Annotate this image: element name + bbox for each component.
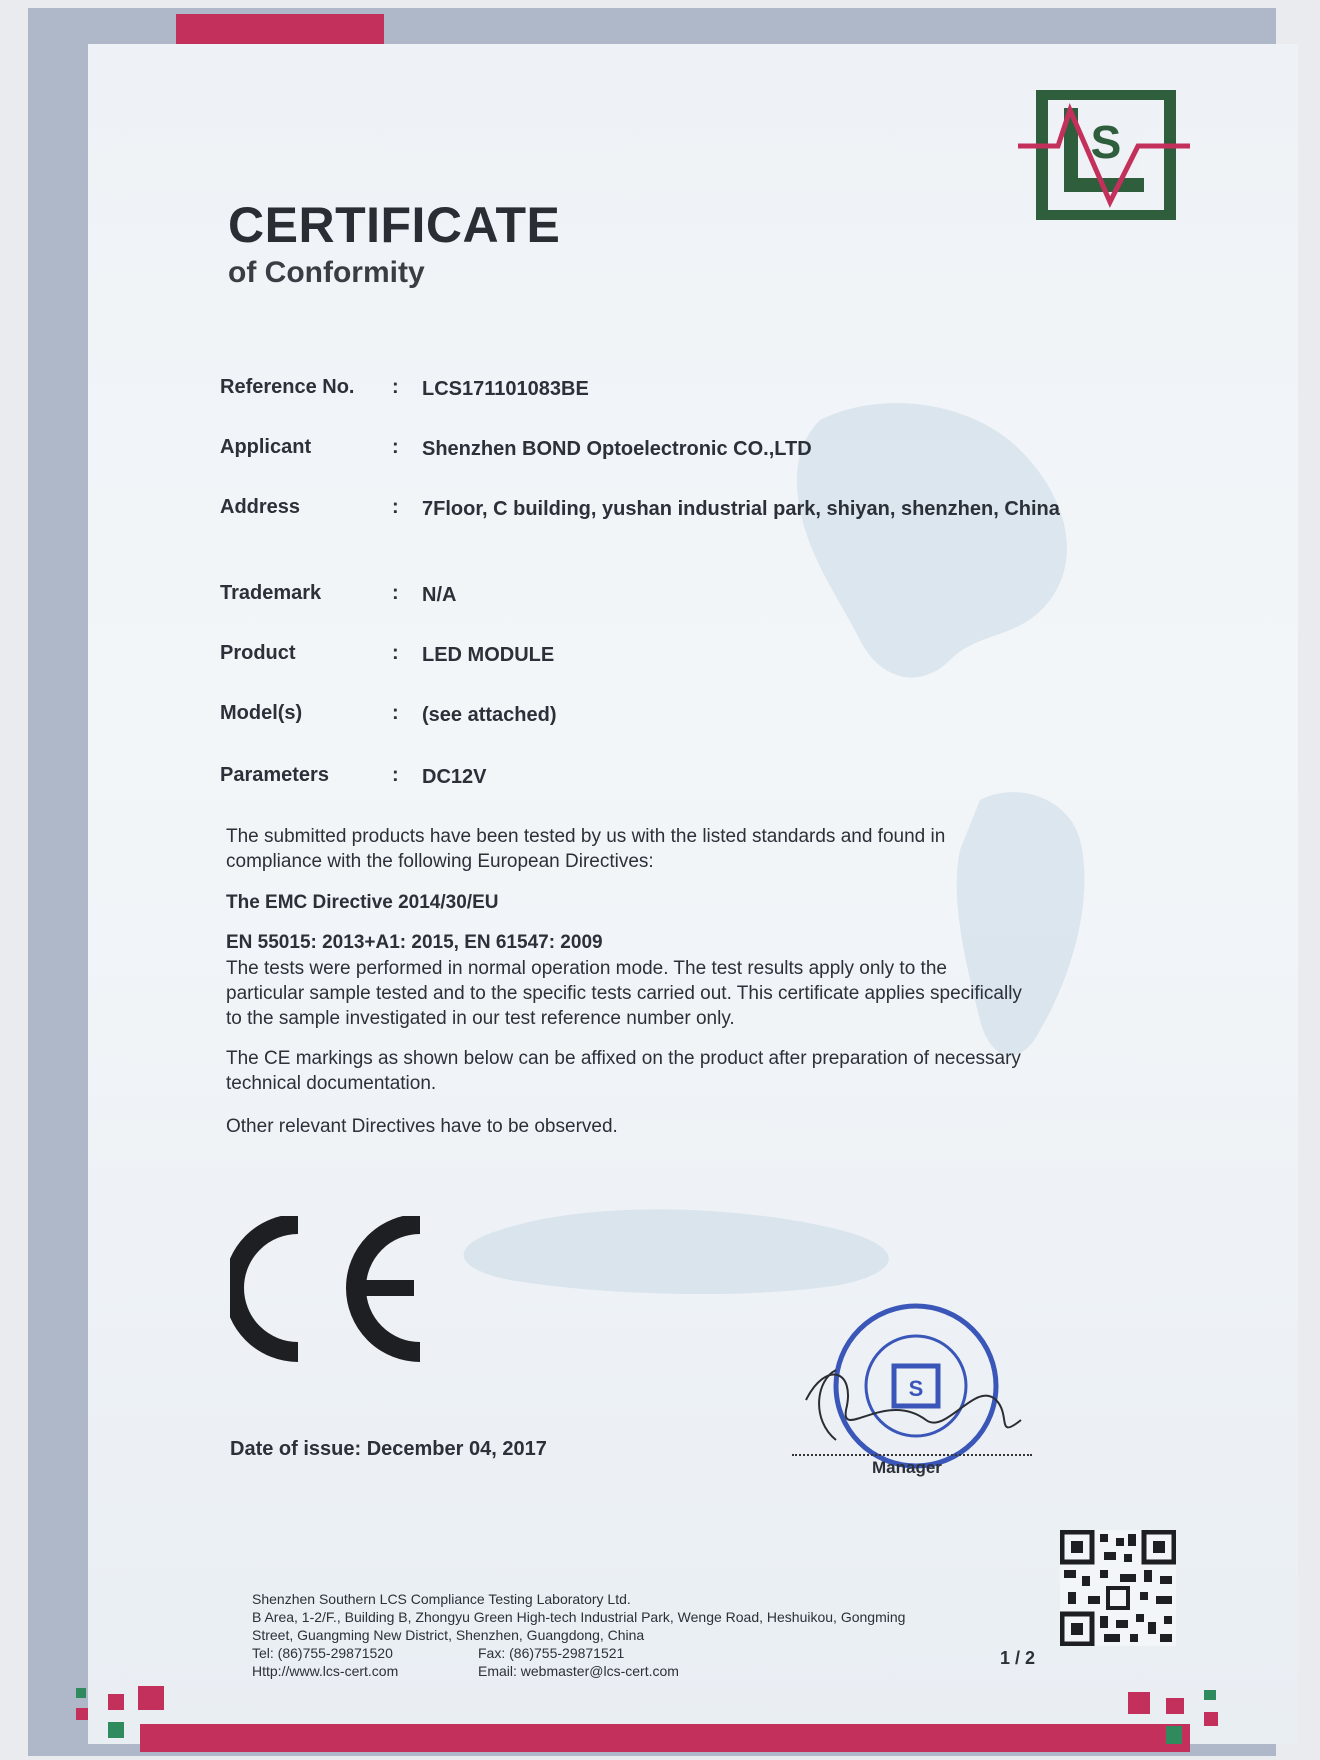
other-directives-note: Other relevant Directives have to be observed. [226, 1116, 618, 1137]
field-colon: : [392, 764, 399, 786]
field-label: Applicant [220, 436, 312, 458]
manager-label: Manager [872, 1458, 942, 1477]
approval-stamp [796, 1300, 1036, 1480]
compliance-statement: The submitted products have been tested by us with the listed standards and found in compliance with the following European Directives: [226, 826, 946, 872]
field-colon: : [392, 496, 399, 518]
field-value: LCS171101083BE [422, 378, 589, 400]
corner-square [138, 1686, 164, 1710]
lab-footer [252, 1590, 1032, 1680]
corner-square [1204, 1712, 1218, 1726]
field-label: Address [220, 496, 301, 518]
svg-text:S: S [1090, 116, 1122, 168]
contact-row-phone [252, 1644, 1032, 1662]
field-label: Parameters [220, 764, 329, 786]
date-of-issue: Date of issue: December 04, 2017 [230, 1438, 547, 1460]
corner-square [76, 1688, 86, 1698]
field-colon: : [392, 436, 399, 458]
emc-directive: The EMC Directive 2014/30/EU [226, 892, 499, 913]
signature-line [792, 1454, 1032, 1456]
lab-name: Shenzhen Southern LCS Compliance Testing Laboratory Ltd. [252, 1591, 631, 1607]
field-value: 7Floor, C building, yushan industrial park, shiyan, shenzhen, China [422, 498, 1060, 520]
corner-square [1166, 1698, 1184, 1714]
corner-square [1204, 1690, 1216, 1700]
field-value: DC12V [422, 766, 487, 788]
lcs-logo [1018, 90, 1190, 220]
contact-row-web [252, 1662, 1032, 1680]
field-value: LED MODULE [422, 644, 555, 666]
qr-code [1060, 1530, 1176, 1646]
field-value: (see attached) [422, 704, 557, 726]
page-number: 1 / 2 [1000, 1648, 1036, 1668]
lab-address-line2: Street, Guangming New District, Shenzhen, Guangdong, China [252, 1627, 645, 1643]
field-label: Reference No. [220, 376, 355, 398]
field-value: N/A [422, 584, 457, 606]
field-colon: : [392, 702, 399, 724]
corner-square [76, 1708, 88, 1720]
field-colon: : [392, 642, 399, 664]
field-label: Model(s) [220, 702, 303, 724]
certificate-title: CERTIFICATE [228, 197, 561, 253]
field-colon: : [392, 376, 399, 398]
corner-square [108, 1694, 124, 1710]
field-colon: : [392, 582, 399, 604]
ce-marking-note: The CE markings as shown below can be affixed on the product after preparation of necessary technical documentation. [226, 1048, 1021, 1094]
corner-square [1166, 1726, 1182, 1744]
bottom-red-bar [140, 1724, 1190, 1752]
field-label: Product [220, 642, 296, 664]
corner-square [1128, 1692, 1150, 1714]
top-red-bar [176, 14, 384, 46]
svg-text:S: S [908, 1376, 924, 1401]
corner-square [108, 1722, 124, 1738]
certificate-subtitle: of Conformity [228, 256, 425, 289]
tests-note: The tests were performed in normal operation mode. The test results apply only to the particular sample tested and to the specific tests carried out. This certificate applies specifically to the sample investigated in our test reference number only. [226, 958, 1022, 1029]
field-value: Shenzhen BOND Optoelectronic CO.,LTD [422, 438, 812, 460]
lab-email: Email: webmaster@lcs-cert.com [478, 1663, 679, 1679]
lab-website: Http://www.lcs-cert.com [252, 1663, 399, 1679]
field-label: Trademark [220, 582, 322, 604]
lab-tel: Tel: (86)755-29871520 [252, 1645, 393, 1661]
standards-list: EN 55015: 2013+A1: 2015, EN 61547: 2009 [226, 932, 603, 953]
ce-mark [230, 1216, 440, 1362]
lab-fax: Fax: (86)755-29871521 [478, 1645, 625, 1661]
lab-address-line1: B Area, 1-2/F., Building B, Zhongyu Green High-tech Industrial Park, Wenge Road, Heshuikou, Gongming [252, 1609, 906, 1625]
